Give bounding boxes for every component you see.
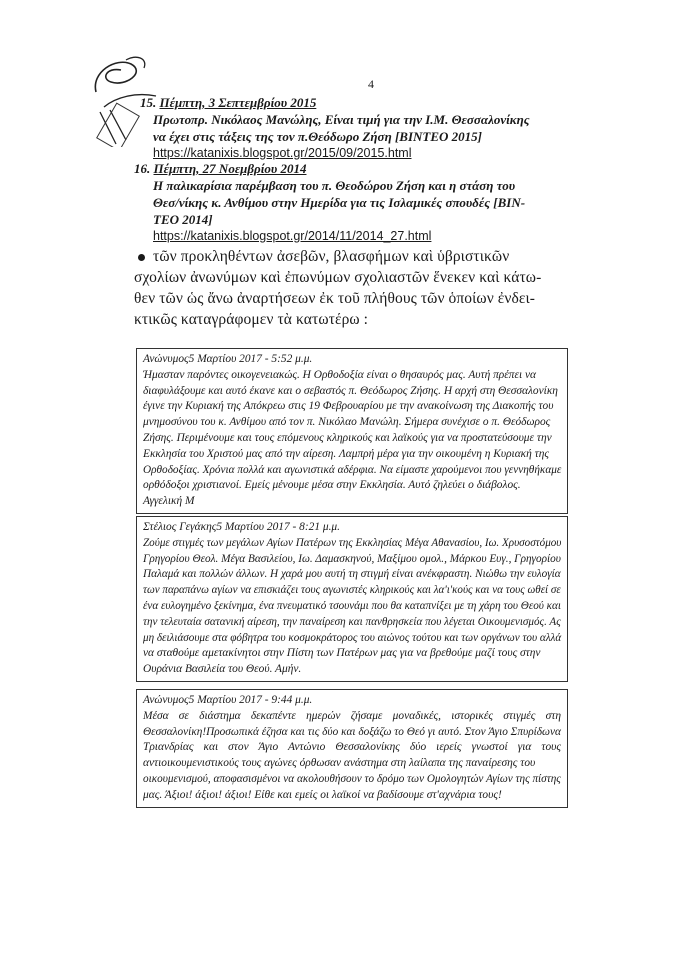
comment-line: την τελευταία σατανική αίρεση, την παναίρεση και πανθρησκεία που λέγεται Οικουμενισμός. Ας xyxy=(143,615,561,628)
paragraph-line: θεν τῶν ὡς ἄνω ἀναρτήσεων ἐκ τοῦ πλήθους τῶν ὁποίων ἐνδει- xyxy=(134,290,536,307)
comment-line: Ορθοδοξίας. Χρόνια πολλά και αγωνιστικά αδέρφια. Να είμαστε χαρούμενοι που γεννηθήκαμε xyxy=(143,463,562,476)
page-number: 4 xyxy=(368,77,374,91)
comment-line: Ζήσης. Περιμένουμε και τους επόμενους κληρικούς και λαϊκούς για να προστατεύσουμε την xyxy=(143,431,552,444)
comment-line: Μέσα σε διάστημα δεκαπέντε ημερών ζήσαμε μοναδικές, ιστορικές στιγμές στη xyxy=(143,709,561,722)
comment-line: μας. Άξιοι! άξιοι! άξιοι! Είθε και εμείς οι λαϊκοί να βαδίσουμε στ'αχνάρια τους! xyxy=(143,788,502,801)
comment-line: διαφυλάξουμε και αυτό έκανε και ο σεβαστός π. Θεόδωρος Ζήσης. Η αρχή στη Θεσσαλονίκη xyxy=(143,384,558,397)
entry-title-line: να έχει στις τάξεις της τον π.Θεόδωρο Ζήση [ΒΙΝΤΕΟ 2015] xyxy=(153,129,482,144)
entry-15 xyxy=(140,94,530,162)
entry-link[interactable]: https://katanixis.blogspot.gr/2014/11/2014_27.html xyxy=(153,229,432,243)
comment-line: Θεσσαλονίκη!Προσωπικά έζησα και τις δύο και δοξάζω το Θεό γι αυτό. Στον Άγιο Σπυρίδωνα xyxy=(143,725,561,738)
entry-link[interactable]: https://katanixis.blogspot.gr/2015/09/2015.html xyxy=(153,146,412,160)
entry-16 xyxy=(134,160,525,245)
comment-line: Εκκλησία του Χριστού μας από την αίρεση. Λαμπρή μέρα για την οικουμένη η Κυριακή της xyxy=(143,447,549,460)
comment-line: Ζούμε στιγμές των μεγάλων Αγίων Πατέρων της Εκκλησίας Μέγα Αθανασίου, Ιω. Χρυσοστόμου xyxy=(143,536,562,549)
comment-line: Ήμασταν παρόντες οικογενειακώς. Η Ορθοδοξία είναι ο θησαυρός μας. Αυτή πρέπει να xyxy=(143,368,536,381)
paragraph-line: τῶν προκληθέντων ἀσεβῶν, βλασφήμων καὶ ὑβριστικῶν xyxy=(153,248,510,265)
comment-line: αντιοικουμενιστικούς τους αγώνες όρθωσαν ανάστημα στη λαίλαπα της παναίρεσης του xyxy=(143,757,536,770)
comment-signature: Αγγελική Μ xyxy=(143,495,195,508)
entry-date: Πέμπτη, 27 Νοεμβρίου 2014 xyxy=(153,161,307,176)
comment-line: Τριανδρίας και στον Άγιο Αντώνιο Θεσσαλονίκης δύο ιερείς γνωστοί για τους xyxy=(143,741,561,754)
comment-line: ένα ευλογημένο ξεκίνημα, ένα πνευματικό τσουνάμι που θα καταπνίξει με τη χάρη του Θεού και xyxy=(143,599,561,612)
comment-header: Ανώνυμος5 Μαρτίου 2017 - 5:52 μ.μ. xyxy=(143,353,313,365)
paragraph-line: κτικῶς καταγράφομεν τὰ κατωτέρω : xyxy=(134,311,369,328)
comment-line: έγινε την Κυριακή της Απόκρεω στις 19 Φεβρουαρίου με την ανακοίνωση της Διακοπής του xyxy=(143,400,554,413)
comment-line: Γρηγορίου Θεολ. Μέγα Βασιλείου, Ιω. Δαμασκηνού, Μαξίμου ομολ., Μάρκου Ευγ., Γρηγορίου xyxy=(143,552,561,565)
entry-number: 15. xyxy=(140,95,157,110)
comment-line: μη δειλιάσουμε στα φόβητρα του κοσμοκράτορος του αιώνος τούτου και των οργάνων του αλλά xyxy=(143,631,562,644)
entry-title-line: Θεσ/νίκης κ. Ανθίμου στην Ημερίδα για τις Ισλαμικές σπουδές [ΒΙΝ- xyxy=(153,195,526,210)
entry-number: 16. xyxy=(134,161,151,176)
comment-box xyxy=(136,516,568,682)
comment-line: ορθόδοξοι χριστιανοί. Εμείς μένουμε μέσα στην Εκκλησία. Αυτό ζηλεύει ο διάβολος. xyxy=(143,479,521,492)
entry-title-line: Η παλικαρίσια παρέμβαση του π. Θεοδώρου Ζήση και η στάση του xyxy=(153,178,516,193)
bullet-paragraph xyxy=(134,246,542,330)
comment-line: Παλαμά και πολλών άλλων. Η χαρά μου αυτή τη στιγμή είναι ανέκφραστη. Νιώθω την ευλογία xyxy=(143,568,561,581)
entry-date: Πέμπτη, 3 Σεπτεμβρίου 2015 xyxy=(159,95,317,110)
comment-header: Στέλιος Γεγάκης5 Μαρτίου 2017 - 8:21 μ.μ. xyxy=(143,521,340,533)
comment-line: μνημοσύνου του κ. Ανθίμου από τον π. Νικόλαο Μανώλη. Σήμερα συνέχισε ο π. Θεόδωρος xyxy=(143,416,551,429)
comment-line: Ουράνια Βασιλεία του Θεού. Αμήν. xyxy=(143,663,302,676)
entry-title-line: ΤΕΟ 2014] xyxy=(153,212,213,227)
comment-line: οικουμενισμού, αποφασισμένοι να ακολουθήσουν το δρόμο των Ομολογητών Αγίων της πίστης xyxy=(143,772,561,785)
comment-box xyxy=(136,689,568,808)
comment-box xyxy=(136,348,568,514)
comment-line: των παραπάνω αγίων να επισκιάζει τους αγωνιστές κληρικούς και λα'ι'κούς και να τους ωθεί σε xyxy=(143,584,561,597)
bullet-icon xyxy=(138,254,145,261)
paragraph-line: σχολίων ἀνωνύμων καὶ ἐπωνύμων σχολιαστῶν ἕνεκεν καὶ κάτω- xyxy=(134,269,542,286)
entry-title-line: Πρωτοπρ. Νικόλαος Μανώλης, Είναι τιμή για την Ι.Μ. Θεσσαλονίκης xyxy=(153,112,530,127)
comment-line: να σταθούμε αμετακίνητοι στην Πίστη των Πατέρων μας για να βρεθούμε μαζί τους στην xyxy=(143,647,541,660)
comment-header: Ανώνυμος5 Μαρτίου 2017 - 9:44 μ.μ. xyxy=(143,694,313,706)
